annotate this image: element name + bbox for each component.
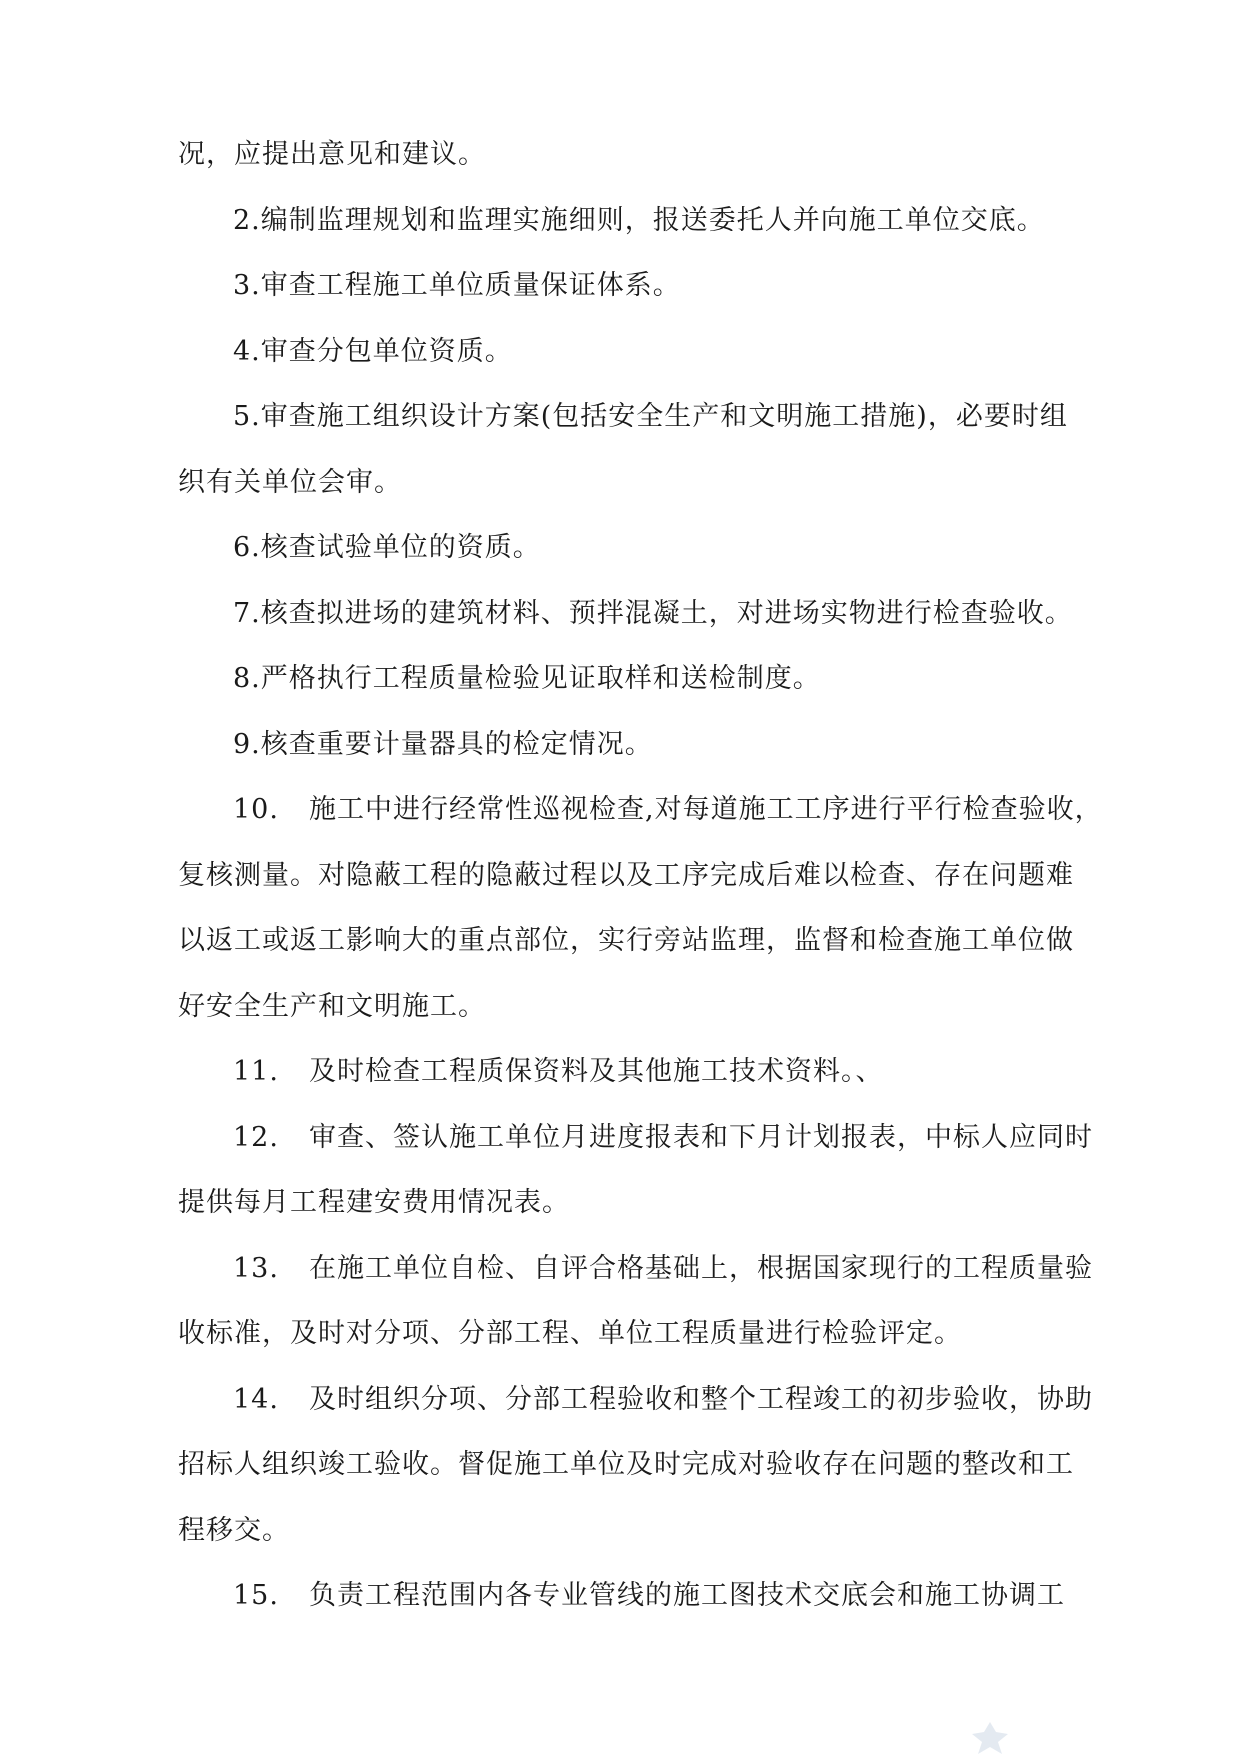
line-text: 编制监理规划和监理实施细则，报送委托人并向施工单位交底。: [260, 204, 1045, 236]
line-text: 复核测量。对隐蔽工程的隐蔽过程以及工序完成后难以检查、存在问题难: [178, 859, 1074, 891]
paragraph-line: [178, 843, 1123, 909]
paragraph-line: [178, 384, 1123, 450]
paragraph-line: [178, 1432, 1123, 1498]
paragraph-line: [178, 646, 1123, 712]
list-item-number: 12.: [233, 1121, 279, 1153]
paragraph-line: [178, 122, 1123, 188]
line-text: 核查试验单位的资质。: [260, 532, 541, 563]
paragraph-line: [178, 777, 1123, 843]
watermark-logo-icon: [960, 1720, 1020, 1754]
paragraph-line: [178, 1367, 1123, 1433]
paragraph-line: [178, 1236, 1123, 1302]
paragraph-line: [178, 1039, 1123, 1105]
list-item-number: 10.: [233, 794, 279, 825]
line-text: 及时组织分项、分部工程验收和整个工程竣工的初步验收，协助: [309, 1383, 1093, 1415]
line-text: 核查重要计量器具的检定情况。: [260, 728, 653, 760]
paragraph-line: [178, 581, 1123, 647]
paragraph-line: [178, 515, 1123, 581]
list-item-number: 8.: [233, 663, 261, 694]
line-text: 审查施工组织设计方案(包括安全生产和文明施工措施)，必要时组: [260, 401, 1068, 432]
paragraph-line: [178, 253, 1123, 319]
paragraph-line: [178, 450, 1123, 516]
line-text: 审查分包单位资质。: [260, 335, 513, 367]
list-item-number: 6.: [233, 532, 261, 563]
line-text: 收标准，及时对分项、分部工程、单位工程质量进行检验评定。: [178, 1318, 962, 1349]
list-item-number: 3.: [233, 270, 261, 301]
paragraph-line: [178, 319, 1123, 385]
line-text: 负责工程范围内各专业管线的施工图技术交底会和施工协调工: [309, 1580, 1065, 1611]
list-item-number: 4.: [233, 335, 261, 367]
line-text: 招标人组织竣工验收。督促施工单位及时完成对验收存在问题的整改和工: [178, 1449, 1074, 1480]
list-item-number: 2.: [233, 204, 261, 236]
line-text: 核查拟进场的建筑材料、预拌混凝土，对进场实物进行检查验收。: [260, 597, 1073, 629]
paragraph-line: [178, 1301, 1123, 1367]
list-item-number: 14.: [233, 1383, 279, 1415]
line-text: 审查工程施工单位质量保证体系。: [260, 270, 681, 301]
line-text: 织有关单位会审。: [178, 466, 402, 498]
list-item-number: 15.: [233, 1580, 279, 1611]
line-text: 以返工或返工影响大的重点部位，实行旁站监理，监督和检查施工单位做: [178, 925, 1074, 956]
paragraph-line: [178, 1563, 1123, 1629]
paragraph-line: [178, 1498, 1123, 1564]
paragraph-line: [178, 712, 1123, 778]
paragraph-line: [178, 974, 1123, 1040]
paragraph-line: [178, 1170, 1123, 1236]
list-item-number: 13.: [233, 1252, 279, 1284]
list-item-number: 11.: [233, 1056, 279, 1087]
list-item-number: 9.: [233, 728, 261, 760]
list-item-number: 5.: [233, 401, 261, 432]
line-text: 提供每月工程建安费用情况表。: [178, 1187, 570, 1218]
line-text: 况，应提出意见和建议。: [178, 139, 486, 170]
line-text: 程移交。: [178, 1514, 290, 1546]
paragraph-line: [178, 188, 1123, 254]
line-text: 及时检查工程质保资料及其他施工技术资料。、: [309, 1056, 884, 1087]
line-text: 施工中进行经常性巡视检查,对每道施工工序进行平行检查验收，: [309, 794, 1103, 825]
line-text: 好安全生产和文明施工。: [178, 990, 486, 1022]
line-text: 严格执行工程质量检验见证取样和送检制度。: [260, 663, 821, 694]
line-text: 在施工单位自检、自评合格基础上，根据国家现行的工程质量验: [309, 1252, 1093, 1284]
line-text: 审查、签认施工单位月进度报表和下月计划报表，中标人应同时: [309, 1121, 1093, 1153]
document-body: [178, 122, 1123, 1629]
paragraph-line: [178, 1105, 1123, 1171]
list-item-number: 7.: [233, 597, 261, 629]
paragraph-line: [178, 908, 1123, 974]
